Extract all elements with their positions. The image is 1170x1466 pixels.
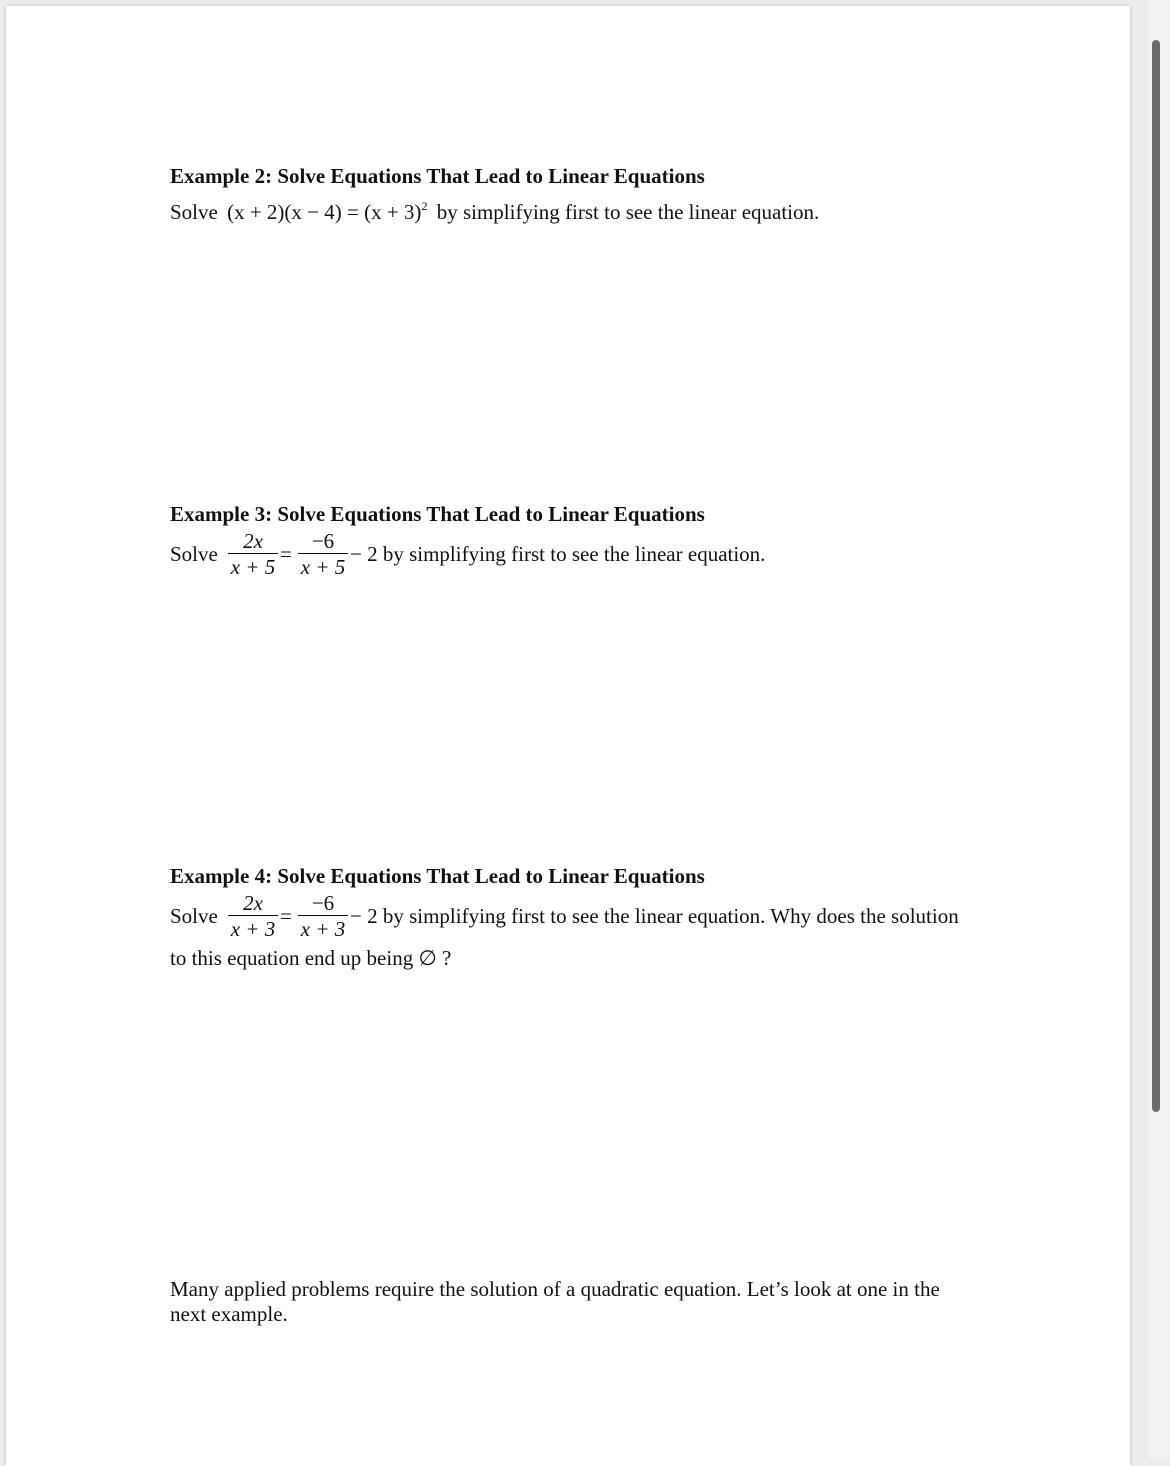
closing-paragraph-line-2: next example. bbox=[170, 1302, 288, 1326]
fraction-right bbox=[298, 892, 348, 940]
scrollbar-thumb[interactable] bbox=[1152, 40, 1160, 1112]
equals-sign: = bbox=[280, 542, 292, 566]
denominator: x + 3 bbox=[300, 917, 346, 941]
solve-word: Solve bbox=[170, 904, 218, 928]
equation-tail bbox=[350, 904, 959, 928]
exponent: 2 bbox=[421, 199, 428, 213]
fraction-bar bbox=[228, 915, 278, 916]
instruction-text: by simplifying first to see the linear equation. bbox=[436, 200, 820, 224]
document-page bbox=[6, 6, 1130, 1466]
minus-two: − 2 bbox=[350, 542, 378, 566]
instruction-text: by simplifying first to see the linear equation. Why does the solution bbox=[382, 904, 959, 928]
equation-tail bbox=[350, 542, 765, 566]
denominator: x + 3 bbox=[230, 917, 276, 941]
numerator: −6 bbox=[311, 529, 335, 553]
closing-paragraph-line-1: Many applied problems require the solution of a quadratic equation. Let’s look at one in the bbox=[170, 1277, 940, 1301]
fraction-bar bbox=[298, 915, 348, 916]
instruction-text: by simplifying first to see the linear equation. bbox=[382, 542, 766, 566]
equation: (x + 2)(x − 4) = (x + 3) bbox=[227, 200, 422, 224]
example-2-statement bbox=[170, 194, 819, 224]
numerator: 2x bbox=[243, 891, 263, 915]
denominator: x + 5 bbox=[300, 555, 346, 579]
fraction-left bbox=[228, 530, 278, 578]
fraction-bar bbox=[298, 553, 348, 554]
example-2-heading: Example 2: Solve Equations That Lead to Linear Equations bbox=[170, 164, 705, 188]
numerator: 2x bbox=[243, 529, 263, 553]
example-3-heading: Example 3: Solve Equations That Lead to Linear Equations bbox=[170, 502, 705, 526]
fraction-bar bbox=[228, 553, 278, 554]
fraction-left bbox=[228, 892, 278, 940]
minus-two: − 2 bbox=[350, 904, 378, 928]
fraction-right bbox=[298, 530, 348, 578]
solve-word: Solve bbox=[170, 542, 218, 566]
equals-sign: = bbox=[280, 904, 292, 928]
example-4-question: to this equation end up being ∅ ? bbox=[170, 946, 452, 970]
solve-word: Solve bbox=[170, 200, 218, 224]
numerator: −6 bbox=[311, 891, 335, 915]
example-4-heading: Example 4: Solve Equations That Lead to Linear Equations bbox=[170, 864, 705, 888]
denominator: x + 5 bbox=[230, 555, 276, 579]
